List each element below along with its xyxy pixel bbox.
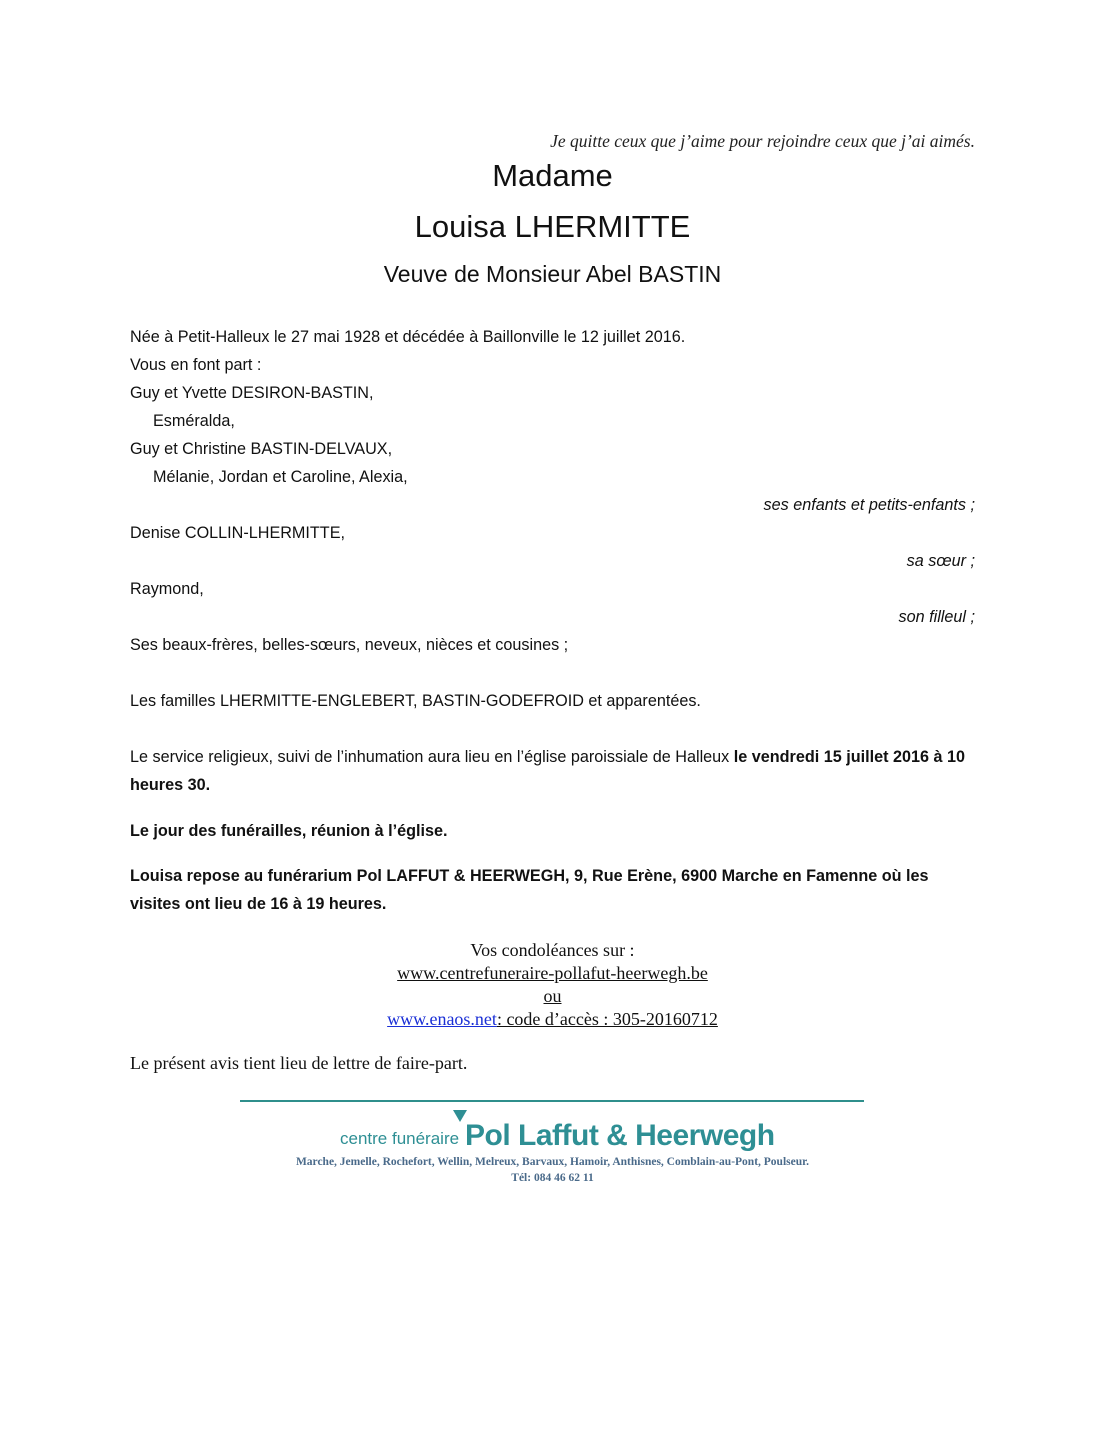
godson-line: Raymond,	[130, 580, 204, 598]
sister-line: Denise COLLIN-LHERMITTE,	[130, 524, 345, 542]
meeting-line: Le jour des funérailles, réunion à l’église.	[130, 822, 448, 840]
service-date: le vendredi 15 juillet 2016 à 10 heures 30.	[130, 748, 966, 794]
access-code: : code d’accès : 305-20160712	[496, 1009, 718, 1029]
birth-death-line: Née à Petit-Halleux le 27 mai 1928 et décédée à Baillonville le 12 juillet 2016.	[130, 328, 686, 346]
deceased-name: Louisa LHERMITTE	[414, 209, 691, 244]
logo-locations: Marche, Jemelle, Rochefort, Wellin, Melreux, Barvaux, Hamoir, Anthisnes, Comblain-au-Pont, Poulseur.	[295, 1156, 810, 1168]
service-paragraph: Le service religieux, suivi de l’inhumation aura lieu en l’église paroissiale de Halleux le vendredi 15 juillet 2016 à 10 heures 30.	[130, 748, 966, 794]
footer-rule	[240, 1100, 864, 1102]
families-line: Les familles LHERMITTE-ENGLEBERT, BASTIN-GODEFROID et apparentées.	[130, 692, 701, 710]
honorific-title: Madame	[492, 158, 613, 193]
role-sister: sa sœur ;	[906, 552, 975, 570]
rest-paragraph: Louisa repose au funérarium Pol LAFFUT & HEERWEGH, 9, Rue Erène, 6900 Marche en Famenne où les visites ont lieu de 16 à 19 heures.	[130, 867, 929, 913]
condolences-intro: Vos condoléances sur :	[470, 940, 635, 960]
family-line-1-child: Esméralda,	[153, 412, 235, 430]
in-laws-line: Ses beaux-frères, belles-sœurs, neveux, nièces et cousines ;	[130, 636, 569, 654]
role-godson: son filleul ;	[898, 608, 975, 626]
enaos-link[interactable]: www.enaos.net	[387, 1009, 497, 1029]
condolences-block	[130, 939, 975, 1031]
widow-subtitle: Veuve de Monsieur Abel BASTIN	[383, 261, 722, 287]
epigraph-quote: Je quitte ceux que j’aime pour rejoindre ceux que j’ai aimés.	[550, 131, 975, 151]
role-children: ses enfants et petits-enfants ;	[763, 496, 975, 514]
notice-line: Le présent avis tient lieu de lettre de faire-part.	[130, 1053, 468, 1073]
logo-brand: Pol Laffut & Heerwegh	[465, 1119, 775, 1152]
family-line-2-child: Mélanie, Jordan et Caroline, Alexia,	[153, 468, 408, 486]
family-line-1: Guy et Yvette DESIRON-BASTIN,	[130, 384, 374, 402]
announce-line: Vous en font part :	[130, 356, 262, 374]
condolences-or: ou	[543, 986, 562, 1006]
logo-subtitle: centre funéraire	[340, 1129, 460, 1148]
family-line-2: Guy et Christine BASTIN-DELVAUX,	[130, 440, 393, 458]
logo-phone: Tél: 084 46 62 11	[511, 1172, 594, 1184]
condolences-site-link[interactable]: www.centrefuneraire-pollafut-heerwegh.be	[397, 963, 708, 983]
